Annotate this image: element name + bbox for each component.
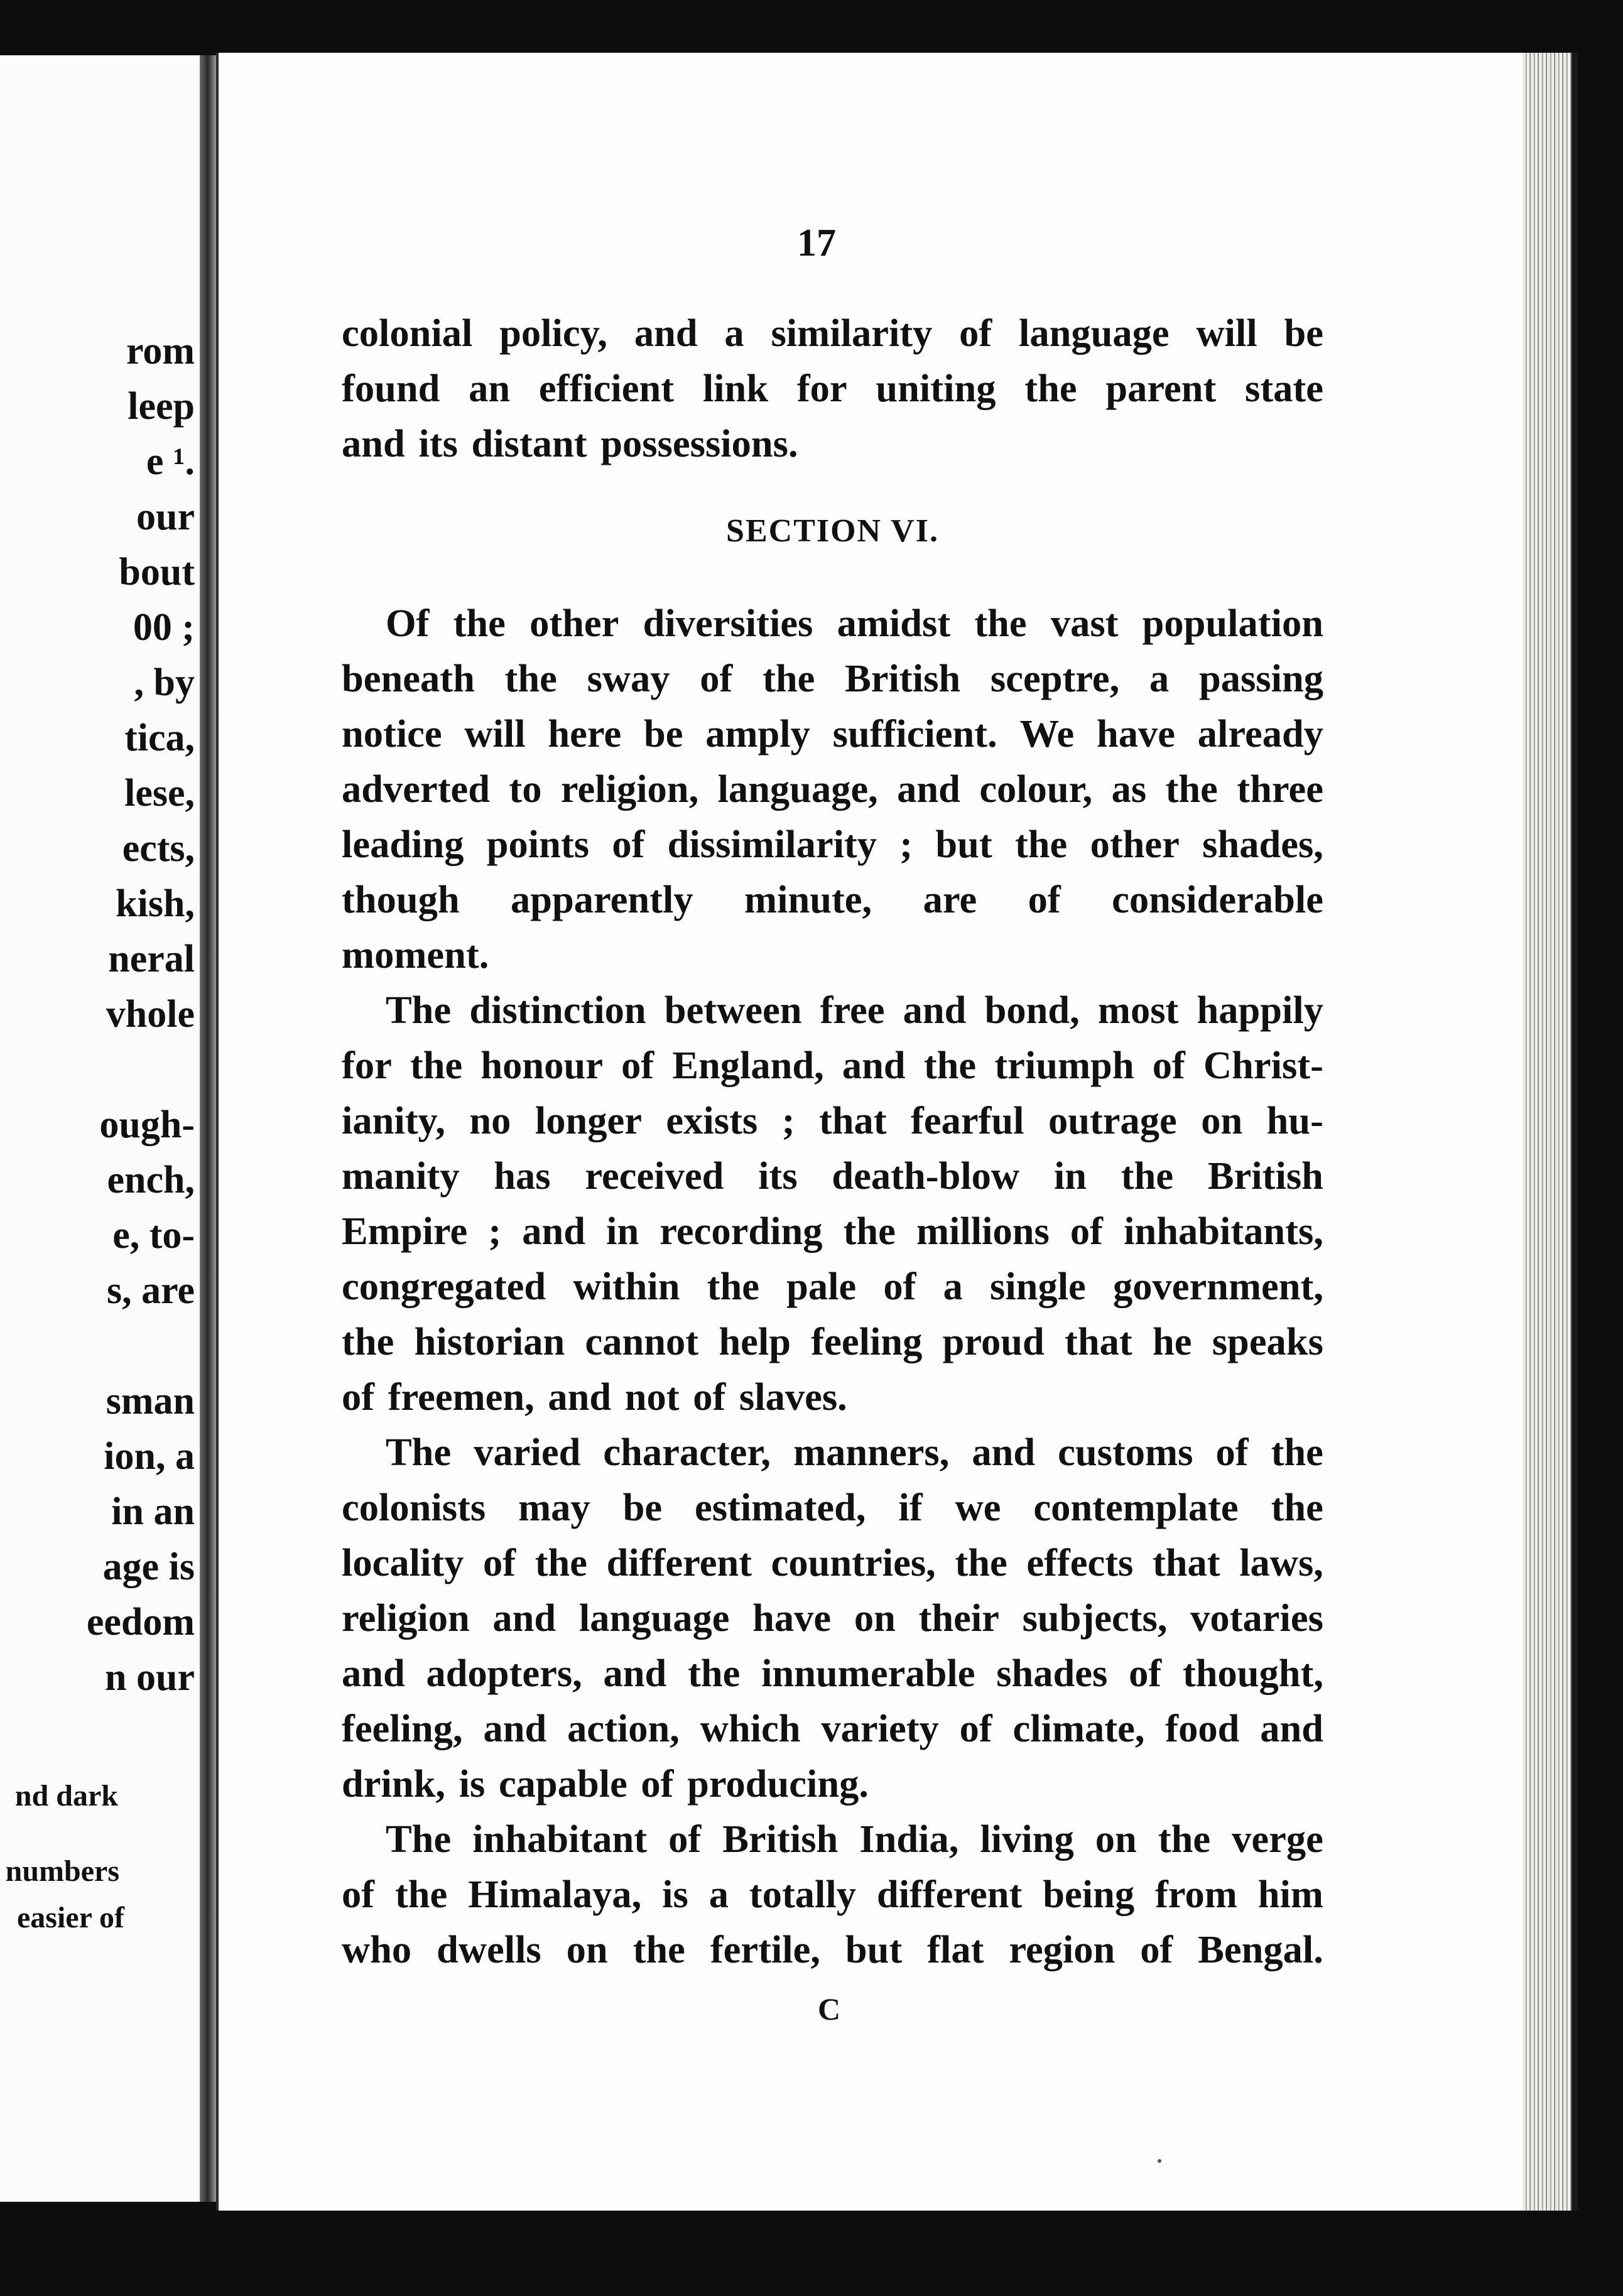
text-line: religion and language have on their subjects, votaries [342,1596,1323,1640]
book-gutter [200,55,216,2202]
continuation-text [342,305,1323,471]
paragraph-3 [342,1424,1323,1811]
left-fragment: ion, a [104,1435,195,1478]
left-fragment: sman [106,1380,195,1422]
text-line: colonial policy, and a similarity of language will be [342,311,1323,355]
text-line: manity has received its death-blow in the British [342,1154,1323,1198]
left-footnote-fragment: nd dark [14,1779,118,1812]
left-fragment: kish, [116,882,195,925]
left-fragment: lese, [124,772,195,815]
text-line: leading points of dissimilarity ; but the other shades, [342,822,1323,866]
text-line: Of the other diversities amidst the vast population [386,601,1323,645]
text-line: beneath the sway of the British sceptre, a passing [342,656,1323,700]
paragraph-2 [342,982,1323,1424]
text-line: and adopters, and the innumerable shades of thought, [342,1651,1323,1695]
left-fragment: s, are [106,1269,195,1312]
left-fragment: leep [128,385,195,428]
text-line: though apparently minute, are of considerable [342,877,1323,921]
left-fragment: vhole [106,993,195,1036]
left-fragment: , by [134,661,195,704]
text-line: colonists may be estimated, if we contemplate the [342,1485,1323,1529]
text-line: of the Himalaya, is a totally different being from him [342,1872,1323,1916]
left-fragment: eedom [86,1601,195,1643]
left-fragment: ects, [122,827,195,870]
left-fragment: n our [105,1656,195,1699]
page-edges [1523,53,1578,2211]
left-fragment: ench, [107,1159,195,1201]
text-line: the historian cannot help feeling proud that he speaks [342,1319,1323,1363]
left-footnote-fragment: easier of [16,1901,124,1934]
left-footnote-fragment: numbers [5,1855,119,1888]
signature-mark: C [817,1991,841,2027]
text-line: of freemen, and not of slaves. [342,1375,847,1419]
text-line: The varied character, manners, and customs of the [386,1430,1323,1474]
left-fragment: ough- [99,1103,195,1146]
text-line: locality of the different countries, the effects that laws, [342,1541,1323,1584]
text-line: adverted to religion, language, and colour, as the three [342,767,1323,811]
text-line: drink, is capable of producing. [342,1762,869,1806]
text-line: notice will here be amply sufficient. We have already [342,712,1323,755]
text-line: found an efficient link for uniting the parent state [342,366,1323,410]
text-line: congregated within the pale of a single government, [342,1264,1323,1308]
text-line: Empire ; and in recording the millions of inhabitants, [342,1209,1323,1253]
paragraph-1 [342,595,1323,982]
text-line: The inhabitant of British India, living on the verge [386,1817,1323,1861]
left-fragment: our [136,495,195,538]
left-fragment: e ¹. [146,440,195,483]
page-number: 17 [797,222,836,264]
left-fragment: in an [111,1490,195,1533]
left-fragment: bout [119,551,195,593]
text-line: and its distant possessions. [342,421,798,465]
text-line: moment. [342,933,489,977]
left-fragment: 00 ; [133,606,195,649]
text-line: ianity, no longer exists ; that fearful outrage on hu- [342,1098,1323,1142]
ink-speck [1158,2159,1161,2163]
text-line: feeling, and action, which variety of climate, food and [342,1706,1323,1750]
text-line: for the honour of England, and the triumph of Christ- [342,1043,1323,1087]
left-fragment: rom [126,330,195,372]
text-line: The distinction between free and bond, most happily [386,988,1323,1032]
left-fragment: e, to- [112,1214,195,1257]
left-fragment: age is [102,1546,195,1588]
paragraph-4 [342,1811,1323,1977]
previous-page-fragment [0,55,200,2202]
section-heading: SECTION VI. [726,513,939,549]
left-fragment: neral [108,938,195,980]
text-line: who dwells on the fertile, but flat region of Bengal. [342,1927,1323,1971]
left-fragment: tica, [124,717,195,759]
